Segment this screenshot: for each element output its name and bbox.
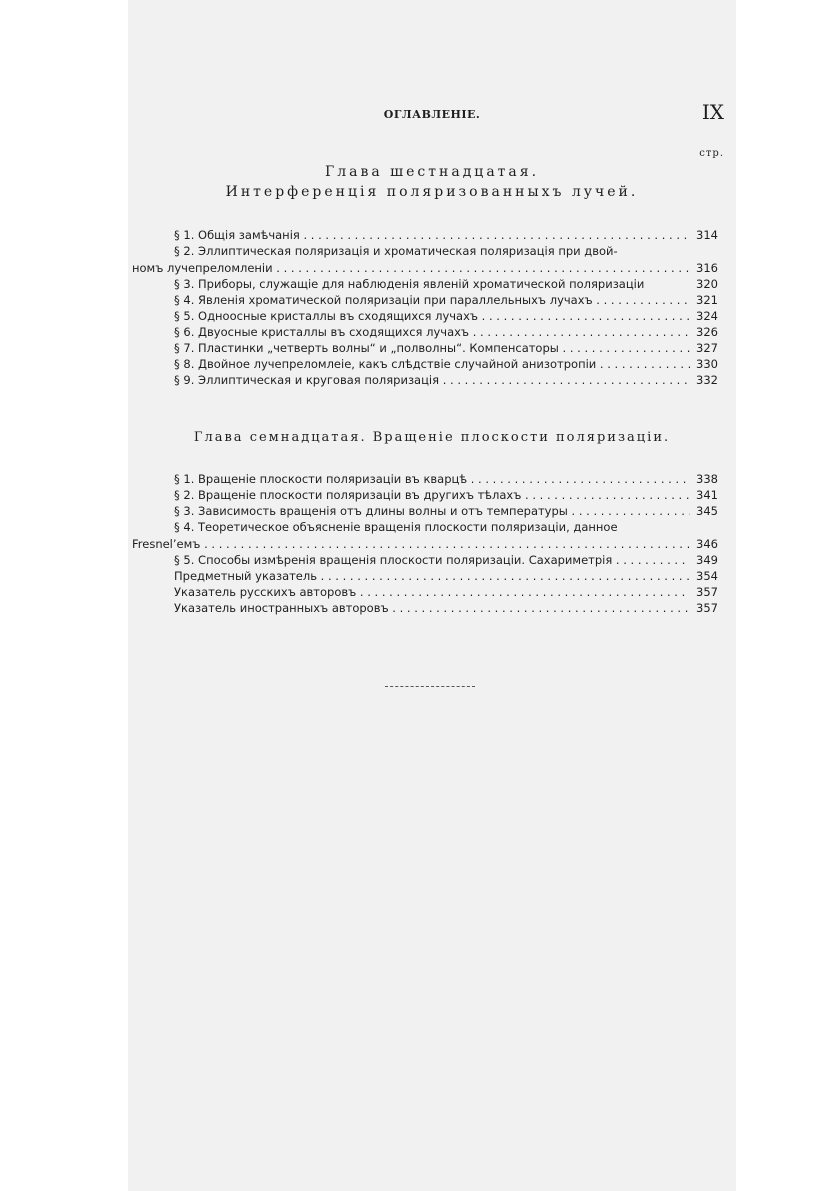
toc-entry[interactable] bbox=[0, 537, 840, 553]
toc-entry-page: 316 bbox=[696, 261, 718, 275]
chapter16-title-line2: Интерференція поляризованныхъ лучей. bbox=[225, 184, 639, 200]
toc-entry[interactable] bbox=[0, 244, 840, 260]
page-header bbox=[128, 100, 736, 130]
chapter16-title-line1: Глава шестнадцатая. bbox=[324, 164, 540, 180]
toc-entry[interactable] bbox=[0, 325, 840, 341]
header-title: ОГЛАВЛЕНІЕ. bbox=[383, 108, 481, 121]
toc-entry-text: § 7. Пластинки „четверть волны“ и „полволны“. Компенсаторы . . . bbox=[174, 341, 690, 355]
toc-entry-page: 326 bbox=[696, 325, 718, 339]
toc-entry[interactable] bbox=[0, 228, 840, 244]
toc-entry-page: 357 bbox=[696, 601, 718, 615]
toc-entry-text: § 1. Общія замѣчанія . . . bbox=[174, 228, 690, 242]
toc-entry-page: 349 bbox=[696, 553, 718, 567]
toc-entry-text: § 3. Приборы, служащіе для наблюденія явленій хроматической поляризаціи bbox=[174, 277, 645, 291]
toc-entry-page: 330 bbox=[696, 357, 718, 371]
toc-entry-text: § 6. Двуосные кристаллы въ сходящихся лучахъ . . . bbox=[174, 325, 690, 339]
chapter17-title: Глава семнадцатая. Вращеніе плоскости поляризаціи. bbox=[193, 430, 671, 445]
toc-entry-page: 324 bbox=[696, 309, 718, 323]
toc-entry-page: 321 bbox=[696, 293, 718, 307]
toc-entry[interactable] bbox=[0, 309, 840, 325]
toc-entry[interactable] bbox=[0, 277, 840, 293]
toc-entry[interactable] bbox=[0, 373, 840, 389]
toc-entry[interactable] bbox=[0, 341, 840, 357]
toc-entry-text: Указатель иностранныхъ авторовъ . . . bbox=[174, 601, 690, 615]
toc-entry-text: § 2. Эллиптическая поляризація и хроматическая поляризація при двой- bbox=[174, 244, 618, 258]
toc-entry-text: § 2. Вращеніе плоскости поляризаціи въ другихъ тѣлахъ . . . bbox=[174, 488, 690, 502]
toc-entry-text: § 1. Вращеніе плоскости поляризаціи въ кварцѣ . . . bbox=[174, 472, 690, 486]
toc-entry-text: § 5. Способы измѣренія вращенія плоскости поляризаціи. Сахариметрія . . . bbox=[174, 553, 690, 567]
toc-entry[interactable] bbox=[0, 585, 840, 601]
toc-entry-text: Указатель русскихъ авторовъ . . . bbox=[174, 585, 690, 599]
toc-entry[interactable] bbox=[0, 569, 840, 585]
toc-entry-text: § 5. Одноосные кристаллы въ сходящихся лучахъ . . . bbox=[174, 309, 690, 323]
toc-entry-text: § 3. Зависимость вращенія отъ длины волны и отъ температуры . . . bbox=[174, 504, 690, 518]
toc-entry[interactable] bbox=[0, 488, 840, 504]
page-column-label: стр. bbox=[699, 148, 724, 159]
toc-entry-page: 341 bbox=[696, 488, 718, 502]
toc-entry-text: § 4. Теоретическое объясненіе вращенія плоскости поляризаціи, данное bbox=[174, 520, 618, 534]
toc-entry[interactable] bbox=[0, 357, 840, 373]
toc-entry-page: 338 bbox=[696, 472, 718, 486]
toc-entry-text: номъ лучепреломленіи . . . bbox=[132, 261, 690, 275]
toc-entry-text: § 4. Явленія хроматической поляризаціи при параллельныхъ лучахъ . . . bbox=[174, 293, 690, 307]
toc-entry-text: Предметный указатель . . . bbox=[174, 569, 690, 583]
toc-entry-page: 327 bbox=[696, 341, 718, 355]
toc-entry[interactable] bbox=[0, 504, 840, 520]
toc-entry[interactable] bbox=[0, 261, 840, 277]
page-numeral: IX bbox=[701, 100, 724, 124]
toc-entry-page: 314 bbox=[696, 228, 718, 242]
toc-entry[interactable] bbox=[0, 601, 840, 617]
toc-entry-page: 320 bbox=[696, 277, 718, 291]
toc-entry-page: 345 bbox=[696, 504, 718, 518]
toc-entry[interactable] bbox=[0, 520, 840, 536]
toc-entry[interactable] bbox=[0, 472, 840, 488]
toc-entry-text: § 9. Эллиптическая и круговая поляризація . . . bbox=[174, 373, 690, 387]
toc-entry-page: 354 bbox=[696, 569, 718, 583]
toc-entry-page: 346 bbox=[696, 537, 718, 551]
toc-entry-page: 332 bbox=[696, 373, 718, 387]
toc-entry[interactable] bbox=[0, 553, 840, 569]
toc-entry-page: 357 bbox=[696, 585, 718, 599]
end-divider bbox=[385, 686, 475, 687]
toc-entry-text: Fresnel’емъ . . . bbox=[132, 537, 690, 551]
toc-entry-text: § 8. Двойное лучепреломлеіе, какъ слѣдствіе случайной анизотропіи . . . bbox=[174, 357, 690, 371]
toc-entry[interactable] bbox=[0, 293, 840, 309]
